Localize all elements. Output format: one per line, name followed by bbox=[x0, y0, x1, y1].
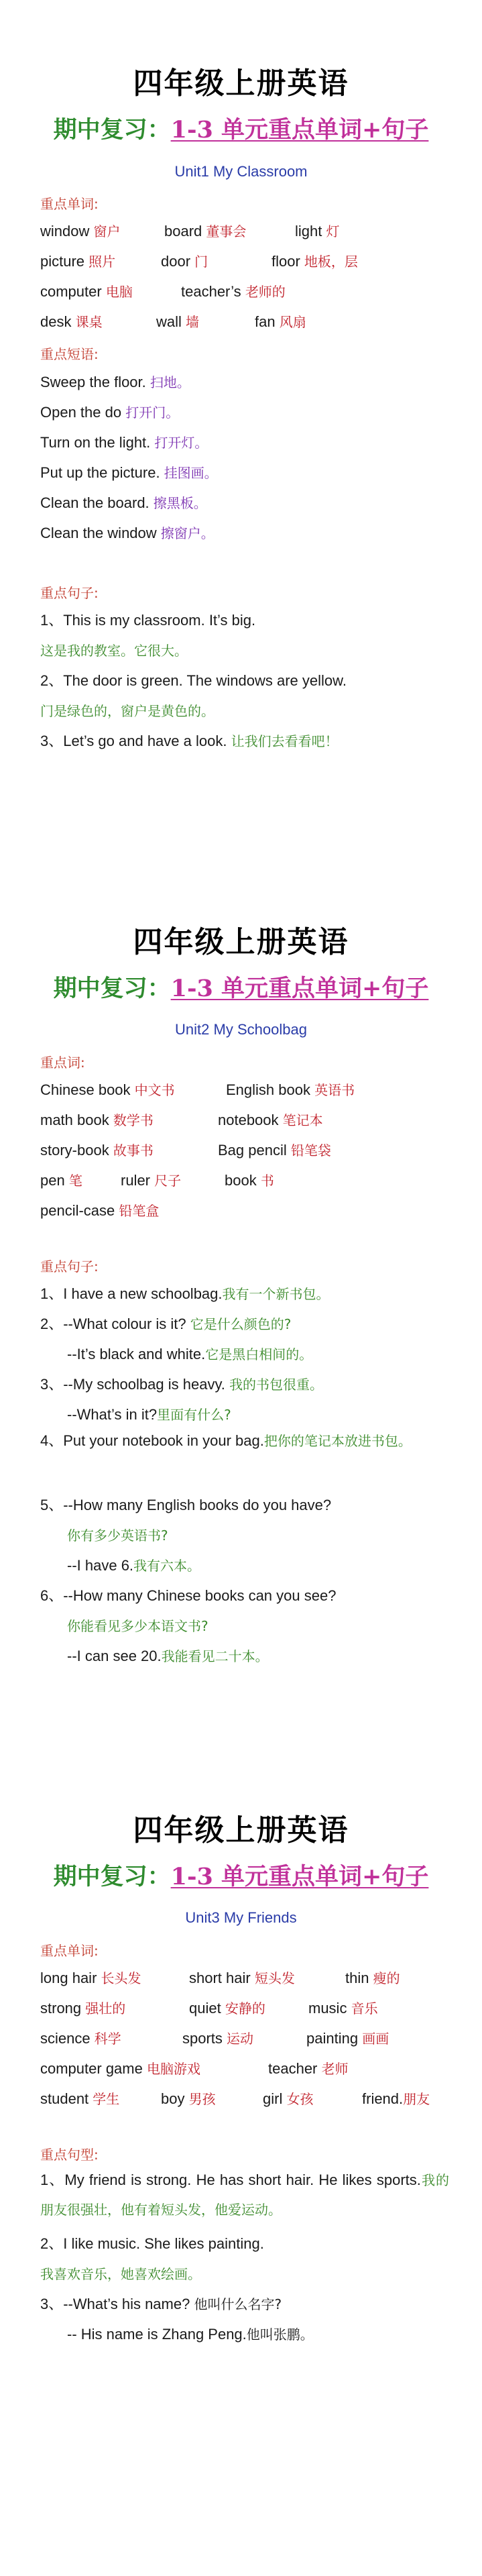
phrase-row: Sweep the floor. 扫地。 bbox=[40, 374, 190, 390]
word-item: painting 画画 bbox=[306, 2030, 389, 2047]
words-label: 重点单词: bbox=[40, 196, 99, 212]
subtitle-right: 1-3 单元重点单词+句子 bbox=[170, 975, 429, 1002]
page-title: 四年级上册英语 bbox=[133, 1813, 349, 1847]
unit1-section bbox=[0, 0, 482, 872]
words-label: 重点词: bbox=[40, 1055, 85, 1071]
subtitle bbox=[0, 1862, 482, 1892]
subtitle-right: 1-3 单元重点单词+句子 bbox=[170, 1863, 429, 1890]
phrase-row: Turn on the light. 打开灯。 bbox=[40, 434, 208, 451]
sentence-row: --I can see 20.我能看见二十本。 bbox=[67, 1648, 269, 1664]
word-item: girl 女孩 bbox=[263, 2090, 314, 2107]
sentence-row: 6、--How many Chinese books can you see? bbox=[40, 1587, 337, 1604]
sentence-en: 2、The door is green. The windows are yellow. bbox=[40, 672, 347, 689]
subtitle-left: 期中复习： bbox=[53, 1863, 171, 1890]
unit-title: Unit1 My Classroom bbox=[174, 163, 308, 180]
subtitle bbox=[0, 974, 482, 1004]
word-item: picture 照片 bbox=[40, 253, 116, 270]
sentence-cn: 门是绿色的，窗户是黄色的。 bbox=[40, 703, 215, 719]
sentence-row: -- His name is Zhang Peng.他叫张鹏。 bbox=[67, 2326, 314, 2343]
word-item: music 音乐 bbox=[308, 2000, 378, 2017]
page-title: 四年级上册英语 bbox=[133, 66, 349, 101]
subtitle-right: 1-3 单元重点单词+句子 bbox=[170, 116, 429, 144]
word-item: boy 男孩 bbox=[161, 2090, 216, 2107]
subtitle-left: 期中复习： bbox=[53, 116, 171, 144]
unit-title: Unit3 My Friends bbox=[185, 1909, 297, 1926]
word-item: Chinese book 中文书 bbox=[40, 1081, 175, 1098]
word-item: long hair 长头发 bbox=[40, 1970, 141, 1986]
sentence-row: 2、I like music. She likes painting. bbox=[40, 2235, 264, 2252]
sentence-cn: 你能看见多少本语文书? bbox=[67, 1618, 208, 1634]
word-item: fan 风扇 bbox=[255, 313, 306, 330]
page-title: 四年级上册英语 bbox=[133, 925, 349, 959]
word-item: desk 课桌 bbox=[40, 313, 103, 330]
sentence-cn: 你有多少英语书? bbox=[67, 1527, 168, 1544]
word-item: window 窗户 bbox=[40, 223, 121, 239]
words-label: 重点单词: bbox=[40, 1943, 99, 1959]
sentences-label: 重点句型: bbox=[40, 2147, 99, 2163]
word-item: Bag pencil 铅笔袋 bbox=[218, 1142, 331, 1159]
sentence-row: 1、My friend is strong. He has short hair. He likes sports.我的朋友很强壮，他有着短头发，他爱运动。 bbox=[40, 2171, 450, 2218]
sentence-en: 1、This is my classroom. It’s big. bbox=[40, 612, 256, 629]
word-item: thin 瘦的 bbox=[345, 1970, 400, 1986]
word-item: computer game 电脑游戏 bbox=[40, 2060, 200, 2077]
word-item: computer 电脑 bbox=[40, 283, 133, 300]
word-item: floor 地板，层 bbox=[272, 253, 358, 270]
sentence-row: 3、--What’s his name? 他叫什么名字? bbox=[40, 2296, 282, 2312]
sentence-row: --What’s in it?里面有什么? bbox=[67, 1406, 231, 1423]
unit3-section bbox=[0, 1737, 482, 2576]
word-item: pencil-case 铅笔盒 bbox=[40, 1202, 160, 1219]
sentence-row: 3、--My schoolbag is heavy. 我的书包很重。 bbox=[40, 1376, 324, 1393]
sentence-row: 3、Let’s go and have a look. 让我们去看看吧！ bbox=[40, 733, 339, 749]
sentence-cn: 我喜欢音乐，她喜欢绘画。 bbox=[40, 2266, 201, 2282]
sentence-row: 1、I have a new schoolbag.我有一个新书包。 bbox=[40, 1285, 330, 1302]
sentence-cn: 这是我的教室。它很大。 bbox=[40, 643, 188, 659]
phrase-row: Put up the picture. 挂图画。 bbox=[40, 464, 218, 481]
sentence-row: 5、--How many English books do you have? bbox=[40, 1497, 332, 1513]
word-item: science 科学 bbox=[40, 2030, 121, 2047]
phrases-label: 重点短语: bbox=[40, 346, 99, 362]
subtitle bbox=[0, 115, 482, 145]
word-item: teacher’s 老师的 bbox=[181, 283, 286, 300]
sentence-row: 4、Put your notebook in your bag.把你的笔记本放进书包。 bbox=[40, 1432, 412, 1449]
sentences-label: 重点句子: bbox=[40, 1258, 99, 1275]
word-item: wall 墙 bbox=[156, 313, 200, 330]
word-item: ruler 尺子 bbox=[121, 1172, 182, 1189]
word-item: story-book 故事书 bbox=[40, 1142, 154, 1159]
sentence-row: 2、--What colour is it? 它是什么颜色的? bbox=[40, 1316, 292, 1332]
word-item: friend.朋友 bbox=[362, 2090, 430, 2107]
word-item: math book 数学书 bbox=[40, 1112, 154, 1128]
phrase-row: Clean the window 擦窗户。 bbox=[40, 525, 215, 541]
word-item: quiet 安静的 bbox=[189, 2000, 265, 2017]
sentences-label: 重点句子: bbox=[40, 585, 99, 601]
subtitle-left: 期中复习： bbox=[53, 975, 171, 1002]
word-item: board 董事会 bbox=[164, 223, 247, 239]
unit-title: Unit2 My Schoolbag bbox=[175, 1021, 307, 1038]
word-item: strong 强壮的 bbox=[40, 2000, 126, 2017]
word-item: notebook 笔记本 bbox=[218, 1112, 323, 1128]
word-item: door 门 bbox=[161, 253, 208, 270]
word-item: pen 笔 bbox=[40, 1172, 82, 1189]
word-item: teacher 老师 bbox=[268, 2060, 349, 2077]
phrase-row: Clean the board. 擦黑板。 bbox=[40, 494, 207, 511]
sentence-row: --It’s black and white.它是黑白相间的。 bbox=[67, 1346, 313, 1362]
word-item: short hair 短头发 bbox=[189, 1970, 295, 1986]
unit2-section bbox=[0, 872, 482, 1737]
word-item: student 学生 bbox=[40, 2090, 120, 2107]
phrase-row: Open the do 打开门。 bbox=[40, 404, 180, 421]
word-item: book 书 bbox=[225, 1172, 274, 1189]
word-item: sports 运动 bbox=[182, 2030, 254, 2047]
sentence-row: --I have 6.我有六本。 bbox=[67, 1557, 201, 1574]
word-item: light 灯 bbox=[295, 223, 340, 239]
word-item: English book 英语书 bbox=[226, 1081, 355, 1098]
